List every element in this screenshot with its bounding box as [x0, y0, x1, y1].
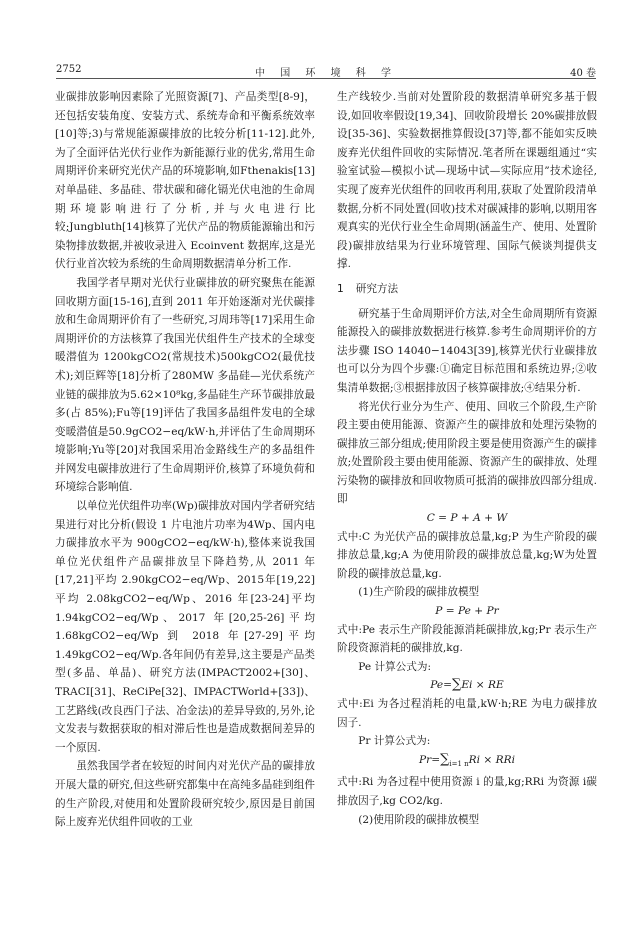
- equation-lhs: Pr=: [419, 753, 441, 766]
- right-column: [337, 88, 597, 829]
- paragraph: 式中:Pe 表示生产阶段能源消耗碳排放,kg;Pr 表示生产阶段资源消耗的碳排放,kg.: [337, 623, 597, 655]
- sum-limits: i=1 n: [449, 759, 469, 768]
- paragraph: 研究基于生命周期评价方法,对全生命周期所有资源能源投入的碳排放数据进行核算.参考生命周期评价的方法步骤 ISO 14040−14043[39],核算光伏行业碳排放也可以分为四个步骤:①确定目标范围和系统边界;②收集清单数据;③根据排放因子核算碳排放;④结果分析.: [337, 307, 597, 394]
- equation: [337, 676, 597, 695]
- paragraph: Pe 计算公式为:: [358, 660, 432, 673]
- sum-symbol: ∑: [440, 751, 450, 767]
- volume-label: 40 卷: [570, 68, 596, 79]
- equation: [337, 751, 597, 774]
- equation-rhs: Ri × RRi: [468, 753, 515, 766]
- paragraph: Pr 计算公式为:: [358, 735, 431, 748]
- paragraph: 式中:Ri 为各过程中使用资源 i 的量,kg;RRi 为资源 i碳排放因子,kg CO2/kg.: [337, 776, 597, 808]
- paragraph: 业碳排放影响因素除了光照资源[7]、产品类型[8-9]，还包括安装角度、安装方式、系统寿命和平衡系统效率[10]等;3)与常规能源碳排放的比较分析[11-12].此外,为了全面评估光伏行业作为新能源行业的优劣,常用生命周期评价来研究光伏产品的环境影响,如Fthenakis[13]对单晶硅、多晶硅、带状碳和碲化镉光伏电池的生命周期环境影响进行了分析,并与火电进行比较;Jungbluth[14]核算了光伏产品的物质能源输出和污染物排放数据,并被收录进入 Ecoinvent 数据库,这是光伏行业首次较为系统的生命周期数据清单分析工作.: [55, 91, 315, 271]
- equation-lhs: Pe=: [430, 679, 453, 692]
- page-number: 2752: [56, 64, 82, 75]
- section-title: 研究方法: [355, 282, 399, 295]
- journal-name: 中 国 环 境 科 学: [255, 68, 397, 79]
- equation: P = Pe + Pr: [435, 605, 499, 618]
- running-header: [56, 62, 596, 79]
- sum-symbol: ∑: [452, 677, 462, 693]
- equation: C = P + A + W: [426, 512, 508, 525]
- paragraph: 以单位光伏组件功率(Wp)碳排放对国内学者研究结果进行对比分析(假设 1 片电池片功率为4Wp、国内电力碳排放水平为 900gCO2−eq/kW·h),整体来说我国单位光伏组件产品碳排放呈下降趋势,从 2011 年[17,21]平均 2.90kgCO2−eq/Wp、2015年[19,22]平均 2.08kgCO2−eq/Wp、2016 年[23-24]平均1.94kgCO2−eq/Wp、2017 年[20,25-26]平均1.68kgCO2−eq/Wp 到 2018 年[27-29]平均 1.49kgCO2−eq/Wp.各年间仍有差异,这主要是产品类型(多晶、单晶)、研究方法(IMPACT2002+[30]、TRACI[31]、ReCiPe[32]、IMPACTWorld+[33])、工艺路线(改良西门子法、冶金法)的差异导致的,另外,论文发表与数据获取的相对滞后性也是造成数据间差异的一个原因.: [55, 500, 315, 754]
- section-number: 1: [337, 282, 344, 295]
- paragraph: 虽然我国学者在较短的时间内对光伏产品的碳排放开展大量的研究,但这些研究都集中在高纯多晶硅到组件的生产阶段,对使用和处置阶段研究较少,原因是目前国际上废弃光伏组件回收的工业: [55, 760, 315, 829]
- subsection-heading: (1)生产阶段的碳排放模型: [358, 586, 480, 599]
- paragraph: 将光伏行业分为生产、使用、回收三个阶段,生产阶段主要由使用能源、资源产生的碳排放和处理污染物的碳排放三部分组成;使用阶段主要是使用资源产生的碳排放;处置阶段主要由使用能源、资源产生的碳排放、处理污染物的碳排放和回收物质可抵消的碳排放四部分组成.即: [337, 400, 597, 506]
- paragraph: 式中:C 为光伏产品的碳排放总量,kg;P 为生产阶段的碳排放总量,kg;A 为使用阶段的碳排放总量,kg;W为处置阶段的碳排放总量,kg.: [337, 530, 597, 580]
- paragraph: 生产线较少.当前对处置阶段的数据清单研究多基于假设,如回收率假设[19,34]、回收阶段增长 20%碳排放假设[35-36]、实验数据推算假设[37]等,都不能如实反映废弃光伏组件回收的实际情况.笔者所在课题组通过“实验室试验—模拟小试—现场中试—实际应用”技术途径,实现了废弃光伏组件的回收再利用,获取了处置阶段清单数据,分析不同处置(回收)技术对碳减排的影响,以期用客观真实的光伏行业全生命周期(涵盖生产、使用、处置阶段)碳排放结果为行业环境管理、国际气候谈判提供支撑.: [337, 91, 597, 271]
- section-heading: [337, 280, 597, 299]
- paragraph: 式中:Ei 为各过程消耗的电量,kW·h;RE 为电力碳排放因子.: [337, 698, 597, 729]
- left-column: [55, 88, 315, 832]
- equation-rhs: Ei × RE: [461, 679, 504, 692]
- paragraph: 我国学者早期对光伏行业碳排放的研究聚焦在能源回收期方面[15-16],直到 2011 年开始逐渐对光伏碳排放和生命周期评价有了一些研究,习周玮等[17]采用生命周期评价的方法核算了我国光伏组件生产技术的全球变暖潜值为 1200kgCO2(常规技术)500kgCO2(最优技术);刘臣辉等[18]分析了280MW 多晶硅—光伏系统产业链的碳排放为5.62×10⁸kg,多晶硅生产环节碳排放最多(占 85%);Fu等[19]评估了我国多晶组件发电的全球变暖潜值是50.9gCO2−eq/kW·h,并评估了生命周期环境影响;Yu等[20]对我国采用冶金路线生产的多晶组件并网发电碳排放进行了生命周期评价,核算了环境负荷和环境综合影响值.: [55, 276, 315, 494]
- subsection-heading: (2)使用阶段的碳排放模型: [358, 813, 480, 826]
